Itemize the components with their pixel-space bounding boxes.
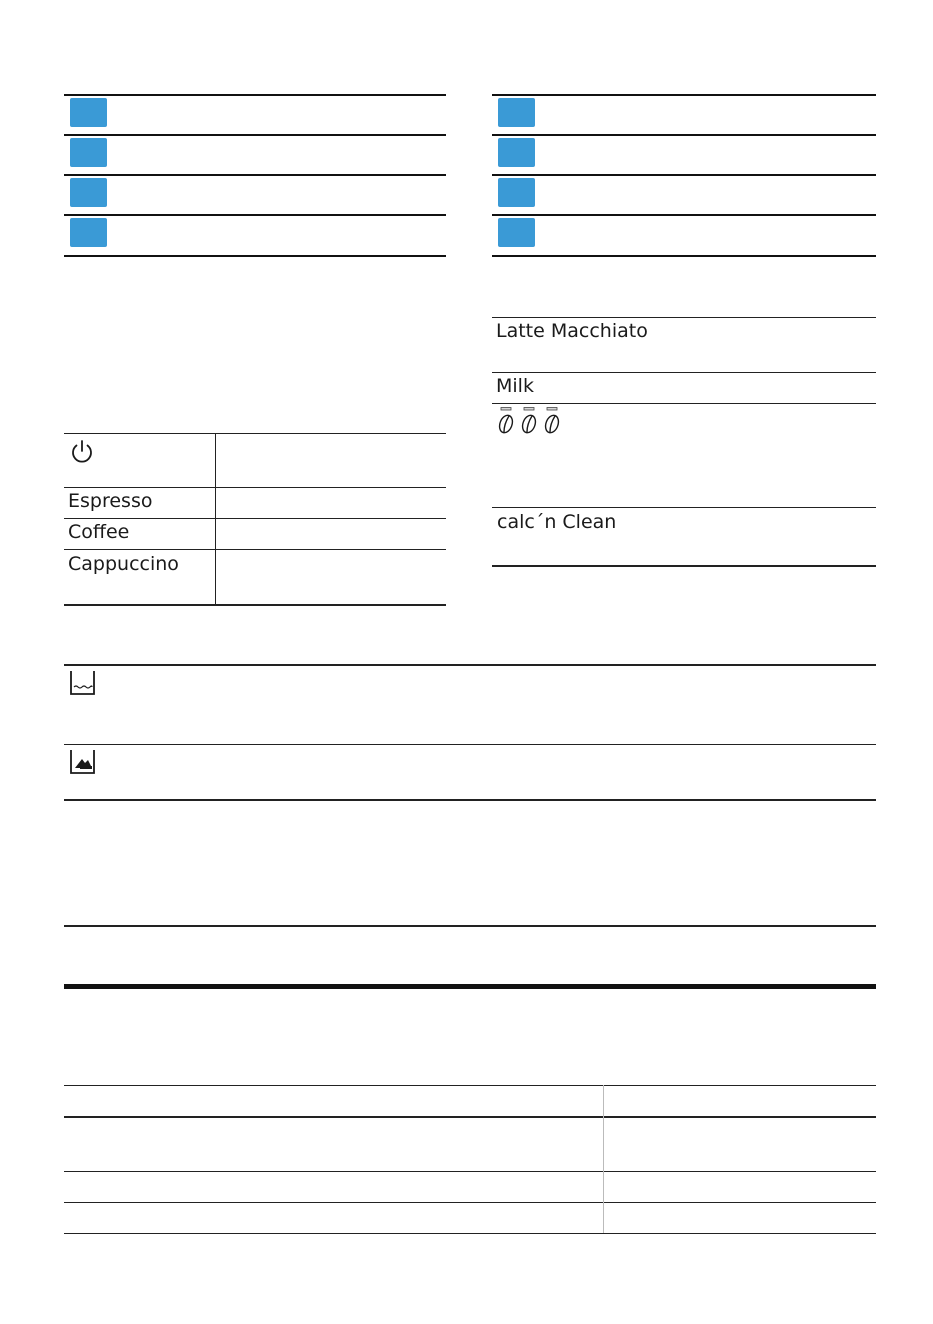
rule [64, 487, 446, 488]
table-row-label: Coffee [68, 521, 130, 543]
column-divider [215, 433, 216, 604]
thick-rule [64, 984, 876, 989]
rule [64, 1085, 876, 1086]
table-row-label: Cappuccino [68, 553, 179, 575]
rule [64, 1171, 876, 1172]
blue-square-icon [70, 218, 107, 247]
rule [64, 214, 446, 216]
rule [492, 214, 876, 216]
power-icon [68, 438, 96, 466]
rule [64, 174, 446, 176]
rule [64, 604, 446, 606]
rule [64, 1116, 876, 1118]
rule [64, 433, 446, 434]
blue-square-icon [70, 98, 107, 127]
table-row-label: calc´n Clean [497, 511, 617, 533]
rule [64, 664, 876, 666]
rule [492, 317, 876, 318]
table-row-label: Espresso [68, 490, 153, 512]
blue-square-icon [498, 178, 535, 207]
table-row-label: Milk [496, 375, 534, 397]
rule [492, 565, 876, 567]
rule [64, 549, 446, 550]
blue-square-icon [70, 138, 107, 167]
water-tank-icon [68, 668, 98, 698]
rule [64, 744, 876, 745]
blue-square-icon [498, 98, 535, 127]
rule [492, 134, 876, 136]
table-row-label: Latte Macchiato [496, 320, 648, 342]
rule [64, 518, 446, 519]
rule [64, 925, 876, 927]
blue-square-icon [70, 178, 107, 207]
blue-square-icon [498, 138, 535, 167]
rule [492, 94, 876, 96]
rule [492, 372, 876, 373]
rule [64, 134, 446, 136]
rule [492, 255, 876, 257]
rule [64, 1202, 876, 1203]
column-divider [603, 1085, 604, 1233]
rule [492, 174, 876, 176]
rule [492, 403, 876, 404]
rule [64, 255, 446, 257]
rule [492, 507, 876, 508]
rule [64, 1233, 876, 1234]
drip-tray-icon [68, 747, 98, 777]
rule [64, 94, 446, 96]
coffee-bean-strength-icon [496, 406, 564, 436]
blue-square-icon [498, 218, 535, 247]
rule [64, 799, 876, 801]
